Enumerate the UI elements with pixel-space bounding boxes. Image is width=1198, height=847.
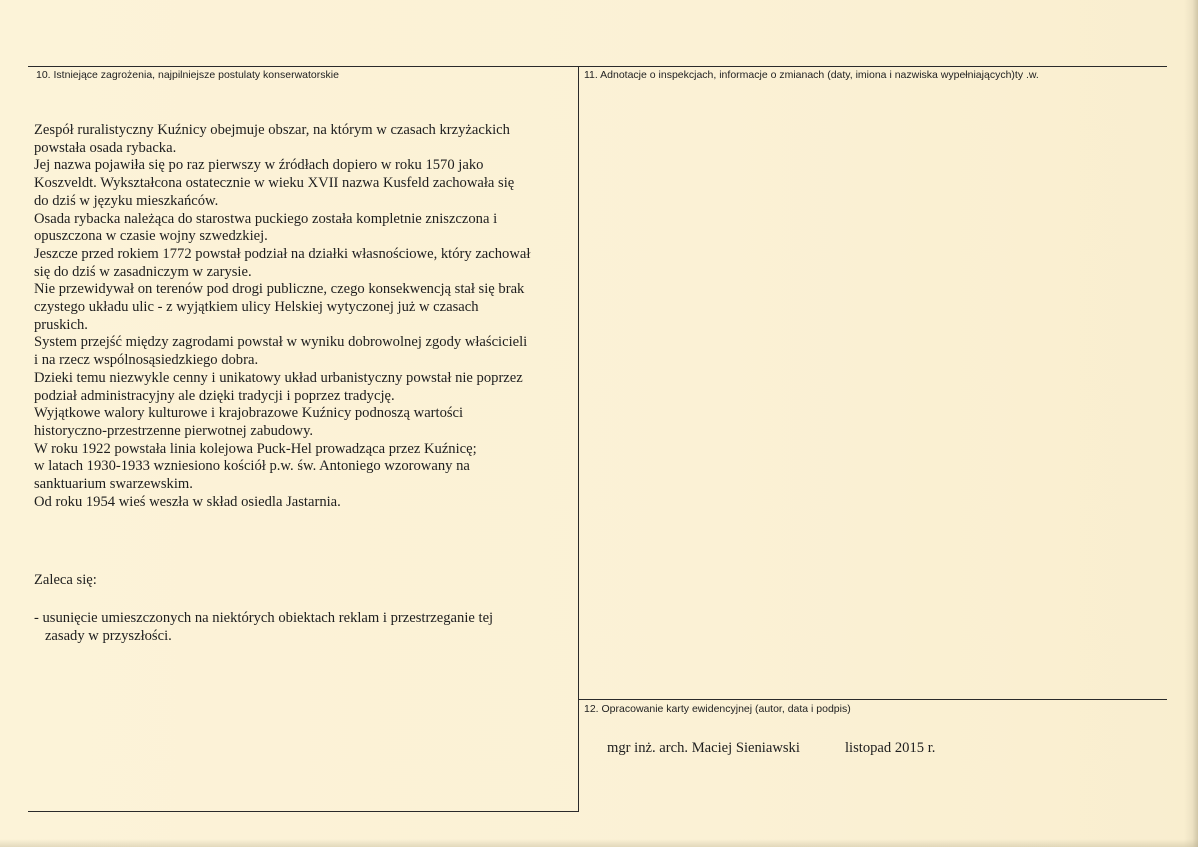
section-11-label: 11. Adnotacje o inspekcjach, informacje o zmianach (daty, imiona i nazwiska wypełniających)ty .w.: [584, 69, 1039, 81]
history-line: Jej nazwa pojawiła się po raz pierwszy w źródłach dopiero w roku 1570 jako: [34, 157, 484, 174]
history-line: Wyjątkowe walory kulturowe i krajobrazowe Kuźnicy podnoszą wartości: [34, 405, 464, 422]
section-10-label: 10. Istniejące zagrożenia, najpilniejsze postulaty konserwatorskie: [36, 69, 339, 81]
section-12-rule: [578, 699, 1167, 700]
history-line: historyczno-przestrzenne pierwotnej zabudowy.: [34, 422, 314, 439]
history-line: Koszveldt. Wykształcona ostatecznie w wieku XVII nazwa Kusfeld zachowała się: [34, 175, 515, 192]
left-bottom-rule: [28, 811, 579, 812]
column-divider: [578, 66, 579, 812]
recommendations-title: Zaleca się:: [34, 572, 97, 588]
recommendation-item: [34, 610, 574, 645]
history-line: Zespół ruralistyczny Kuźnicy obejmuje obszar, na którym w czasach krzyżackich: [34, 122, 510, 138]
history-line: czystego układu ulic - z wyjątkiem ulicy Helskiej wytyczonej już w czasach: [34, 299, 479, 316]
recommendation-line: - usunięcie umieszczonych na niektórych obiektach reklam i przestrzeganie tej: [34, 610, 494, 626]
page-edge-shadow-right: [1184, 0, 1198, 847]
authoring-date: listopad 2015 r.: [845, 740, 936, 756]
top-rule: [28, 66, 1167, 67]
history-line: Dzieki temu niezwykle cenny i unikatowy układ urbanistyczny powstał nie poprzez: [34, 369, 523, 386]
history-line: podział administracyjny ale dzięki tradycji i poprzez tradycję.: [34, 387, 395, 404]
recommendation-line: zasady w przyszłości.: [34, 627, 172, 644]
history-line: Osada rybacka należąca do starostwa puckiego została kompletnie zniszczona i: [34, 210, 498, 227]
history-text: [34, 122, 574, 511]
history-line: do dziś w języku mieszkańców.: [34, 192, 219, 209]
history-line: opuszczona w czasie wojny szwedzkiej.: [34, 228, 268, 245]
section-12-label: 12. Opracowanie karty ewidencyjnej (autor, data i podpis): [584, 703, 851, 715]
page-edge-shadow-bottom: [0, 839, 1198, 847]
author-name: mgr inż. arch. Maciej Sieniawski: [607, 740, 800, 756]
history-line: pruskich.: [34, 316, 88, 333]
history-line: W roku 1922 powstała linia kolejowa Puck-Hel prowadząca przez Kuźnicę;: [34, 440, 477, 457]
history-line: powstała osada rybacka.: [34, 139, 177, 156]
history-line: się do dziś w zasadniczym w zarysie.: [34, 263, 252, 280]
history-line: sanktuarium swarzewskim.: [34, 476, 193, 493]
history-line: i na rzecz wspólnosąsiedzkiego dobra.: [34, 352, 259, 369]
history-line: System przejść między zagrodami powstał w wyniku dobrowolnej zgody właścicieli: [34, 334, 528, 351]
history-line: Od roku 1954 wieś weszła w skład osiedla Jastarnia.: [34, 493, 341, 510]
history-line: w latach 1930-1933 wzniesiono kościół p.w. św. Antoniego wzorowany na: [34, 458, 470, 475]
history-line: Nie przewidywał on terenów pod drogi publiczne, czego konsekwencją stał się brak: [34, 281, 525, 298]
history-line: Jeszcze przed rokiem 1772 powstał podział na działki własnościowe, który zachował: [34, 245, 531, 262]
